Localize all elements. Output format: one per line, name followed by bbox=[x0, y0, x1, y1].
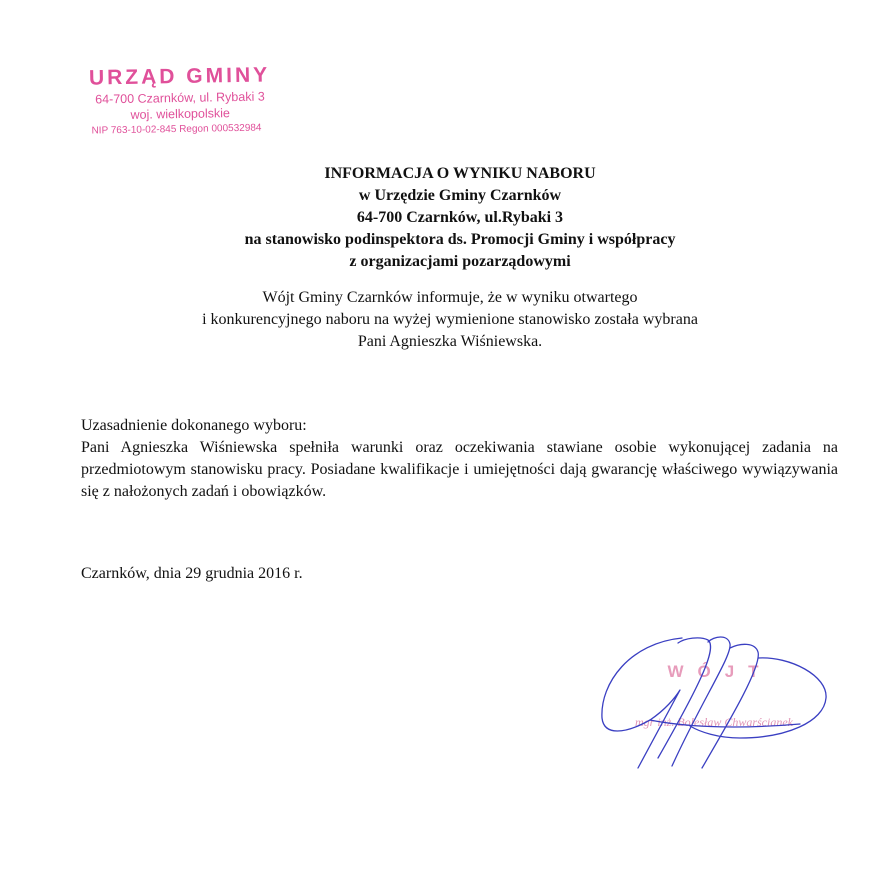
intro-line-3: Pani Agnieszka Wiśniewska. bbox=[357, 333, 543, 350]
stamp-ids: NIP 763-10-02-845 Regon 000532984 bbox=[91, 122, 262, 137]
document-header bbox=[160, 163, 760, 273]
intro-line-2: i konkurencyjnego naboru na wyżej wymienione stanowisko została wybrana bbox=[202, 311, 698, 328]
stamp-address: 64-700 Czarnków, ul. Rybaki 3 bbox=[95, 89, 265, 107]
header-title: INFORMACJA O WYNIKU NABORU bbox=[324, 165, 596, 182]
header-position: na stanowisko podinspektora ds. Promocji Gminy i współpracy bbox=[244, 231, 676, 248]
office-stamp bbox=[69, 62, 290, 140]
handwritten-signature-icon bbox=[590, 628, 840, 773]
signature-stamp-name: mgr inż. Bolesław Chwarścianek bbox=[635, 715, 793, 729]
header-position-cont: z organizacjami pozarządowymi bbox=[349, 253, 571, 270]
stamp-title: URZĄD GMINY bbox=[88, 63, 271, 90]
justification-section bbox=[81, 415, 838, 503]
signature-stamp-title: WÓJT bbox=[667, 662, 773, 681]
document-date: Czarnków, dnia 29 grudnia 2016 r. bbox=[81, 565, 303, 582]
header-office: w Urzędzie Gminy Czarnków bbox=[358, 187, 562, 204]
intro-line-1: Wójt Gminy Czarnków informuje, że w wyniku otwartego bbox=[262, 289, 638, 306]
justification-text: Pani Agnieszka Wiśniewska spełniła warunki oraz oczekiwania stawiane osobie wykonującej zadania na przedmiotowym stanowisku pracy. Posiadane kwalifikacje i umiejętności dają gwarancję właściwego wywiązywania się z nałożonych zadań i obowiązków. bbox=[81, 439, 838, 500]
stamp-region: woj. wielkopolskie bbox=[130, 106, 231, 122]
header-address: 64-700 Czarnków, ul.Rybaki 3 bbox=[356, 209, 564, 226]
announcement-paragraph bbox=[110, 287, 790, 353]
justification-heading: Uzasadnienie dokonanego wyboru: bbox=[81, 417, 307, 434]
